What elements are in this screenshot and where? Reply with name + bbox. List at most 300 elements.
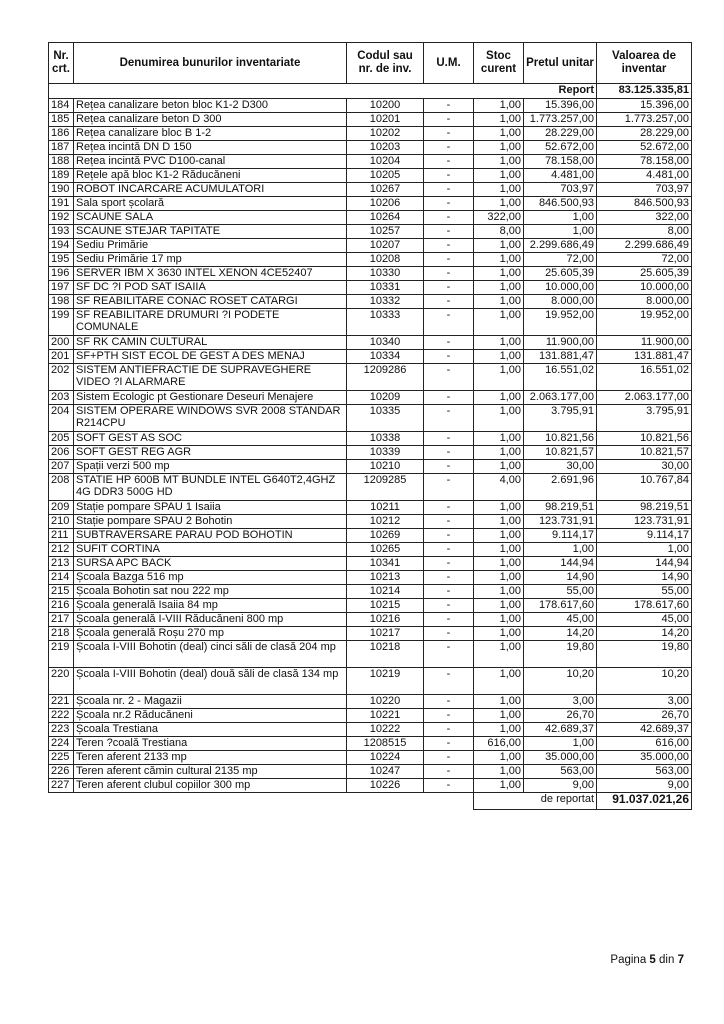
inventory-value: 10.821,56 <box>597 432 692 446</box>
unit-of-measure: - <box>424 155 474 169</box>
item-name: Stație pompare SPAU 2 Bohotin <box>74 515 347 529</box>
inventory-code: 10265 <box>347 543 424 557</box>
stock-quantity: 1,00 <box>474 253 524 267</box>
inventory-code: 10216 <box>347 613 424 627</box>
unit-of-measure: - <box>424 432 474 446</box>
page-prefix: Pagina <box>610 954 647 966</box>
unit-price: 72,00 <box>524 253 597 267</box>
table-row <box>49 543 692 557</box>
table-row <box>49 599 692 613</box>
stock-quantity: 1,00 <box>474 501 524 515</box>
stock-quantity: 8,00 <box>474 225 524 239</box>
row-nr: 187 <box>49 141 74 155</box>
carry-forward-label: de reportat <box>474 793 597 810</box>
inventory-code: 10208 <box>347 253 424 267</box>
row-nr: 199 <box>49 309 74 336</box>
stock-quantity: 1,00 <box>474 543 524 557</box>
inventory-value: 19,80 <box>597 641 692 668</box>
unit-price: 10.821,57 <box>524 446 597 460</box>
unit-price: 703,97 <box>524 183 597 197</box>
item-name: Teren aferent cămin cultural 2135 mp <box>74 765 347 779</box>
table-row <box>49 613 692 627</box>
row-nr: 193 <box>49 225 74 239</box>
item-name: SOFT GEST REG AGR <box>74 446 347 460</box>
unit-of-measure: - <box>424 599 474 613</box>
table-row <box>49 627 692 641</box>
inventory-value: 9,00 <box>597 779 692 793</box>
unit-price: 19.952,00 <box>524 309 597 336</box>
inventory-code: 10207 <box>347 239 424 253</box>
unit-of-measure: - <box>424 585 474 599</box>
inventory-value: 52.672,00 <box>597 141 692 155</box>
item-name: SUFIT CORTINA <box>74 543 347 557</box>
stock-quantity: 1,00 <box>474 350 524 364</box>
unit-price: 9,00 <box>524 779 597 793</box>
inventory-code: 10206 <box>347 197 424 211</box>
inventory-code: 10218 <box>347 641 424 668</box>
item-name: Rețea incintă PVC D100-canal <box>74 155 347 169</box>
row-nr: 217 <box>49 613 74 627</box>
unit-of-measure: - <box>424 695 474 709</box>
row-nr: 210 <box>49 515 74 529</box>
inventory-code: 10224 <box>347 751 424 765</box>
item-name: Școala nr.2 Răducăneni <box>74 709 347 723</box>
unit-of-measure: - <box>424 529 474 543</box>
page-number <box>610 954 684 966</box>
item-name: SERVER IBM X 3630 INTEL XENON 4CE52407 <box>74 267 347 281</box>
inventory-code: 10217 <box>347 627 424 641</box>
row-nr: 211 <box>49 529 74 543</box>
carry-forward-value: 91.037.021,26 <box>597 793 692 810</box>
inventory-code: 10330 <box>347 267 424 281</box>
unit-price: 26,70 <box>524 709 597 723</box>
table-row <box>49 668 692 695</box>
unit-of-measure: - <box>424 364 474 391</box>
item-name: Școala generală Roșu 270 mp <box>74 627 347 641</box>
inventory-code: 10269 <box>347 529 424 543</box>
item-name: Teren ?coală Trestiana <box>74 737 347 751</box>
stock-quantity: 1,00 <box>474 668 524 695</box>
table-row <box>49 695 692 709</box>
stock-quantity: 1,00 <box>474 239 524 253</box>
row-nr: 220 <box>49 668 74 695</box>
row-nr: 206 <box>49 446 74 460</box>
header-code: Codul sau nr. de inv. <box>347 43 424 84</box>
table-row <box>49 295 692 309</box>
unit-of-measure: - <box>424 211 474 225</box>
item-name: SF REABILITARE DRUMURI ?I PODETE COMUNALE <box>74 309 347 336</box>
item-name: SUBTRAVERSARE PARAU POD BOHOTIN <box>74 529 347 543</box>
item-name: Rețele apă bloc K1-2 Răducăneni <box>74 169 347 183</box>
table-row <box>49 557 692 571</box>
table-row <box>49 336 692 350</box>
row-nr: 189 <box>49 169 74 183</box>
table-row <box>49 391 692 405</box>
stock-quantity: 1,00 <box>474 169 524 183</box>
item-name: Școala I-VIII Bohotin (deal) două săli de clasă 134 mp <box>74 668 347 695</box>
item-name: Școala I-VIII Bohotin (deal) cinci săli de clasă 204 mp <box>74 641 347 668</box>
inventory-code: 10215 <box>347 599 424 613</box>
item-name: SF REABILITARE CONAC ROSET CATARGI <box>74 295 347 309</box>
inventory-code: 10212 <box>347 515 424 529</box>
unit-of-measure: - <box>424 709 474 723</box>
table-row <box>49 723 692 737</box>
table-body <box>49 84 692 793</box>
stock-quantity: 1,00 <box>474 515 524 529</box>
unit-price: 16.551,02 <box>524 364 597 391</box>
unit-price: 563,00 <box>524 765 597 779</box>
row-nr: 209 <box>49 501 74 515</box>
unit-of-measure: - <box>424 183 474 197</box>
inventory-value: 131.881,47 <box>597 350 692 364</box>
inventory-value: 322,00 <box>597 211 692 225</box>
table-row <box>49 309 692 336</box>
inventory-code: 10247 <box>347 765 424 779</box>
stock-quantity: 1,00 <box>474 405 524 432</box>
table-row <box>49 501 692 515</box>
row-nr: 192 <box>49 211 74 225</box>
inventory-value: 144,94 <box>597 557 692 571</box>
unit-of-measure: - <box>424 391 474 405</box>
unit-of-measure: - <box>424 405 474 432</box>
unit-of-measure: - <box>424 446 474 460</box>
table-row <box>49 225 692 239</box>
row-nr: 214 <box>49 571 74 585</box>
stock-quantity: 322,00 <box>474 211 524 225</box>
unit-price: 3,00 <box>524 695 597 709</box>
inventory-value: 10.767,84 <box>597 474 692 501</box>
unit-of-measure: - <box>424 668 474 695</box>
inventory-value: 16.551,02 <box>597 364 692 391</box>
stock-quantity: 1,00 <box>474 281 524 295</box>
inventory-value: 2.299.686,49 <box>597 239 692 253</box>
inventory-code: 10335 <box>347 405 424 432</box>
row-nr: 186 <box>49 127 74 141</box>
inventory-value: 78.158,00 <box>597 155 692 169</box>
row-nr: 194 <box>49 239 74 253</box>
item-name: SISTEM OPERARE WINDOWS SVR 2008 STANDAR R214CPU <box>74 405 347 432</box>
unit-of-measure: - <box>424 350 474 364</box>
inventory-value: 14,90 <box>597 571 692 585</box>
unit-price: 144,94 <box>524 557 597 571</box>
row-nr: 208 <box>49 474 74 501</box>
page-separator: din <box>659 954 675 966</box>
unit-price: 10.000,00 <box>524 281 597 295</box>
stock-quantity: 1,00 <box>474 295 524 309</box>
row-nr: 197 <box>49 281 74 295</box>
stock-quantity: 1,00 <box>474 391 524 405</box>
unit-of-measure: - <box>424 751 474 765</box>
table-row <box>49 183 692 197</box>
table-row <box>49 99 692 113</box>
inventory-table <box>48 42 692 810</box>
unit-price: 1.773.257,00 <box>524 113 597 127</box>
inventory-code: 10331 <box>347 281 424 295</box>
item-name: SF+PTH SIST ECOL DE GEST A DES MENAJ <box>74 350 347 364</box>
inventory-code: 10332 <box>347 295 424 309</box>
table-row <box>49 460 692 474</box>
inventory-value: 19.952,00 <box>597 309 692 336</box>
table-row <box>49 141 692 155</box>
item-name: Școala Trestiana <box>74 723 347 737</box>
row-nr: 202 <box>49 364 74 391</box>
inventory-code: 10201 <box>347 113 424 127</box>
unit-of-measure: - <box>424 169 474 183</box>
item-name: Sediu Primărie <box>74 239 347 253</box>
header-stock: Stoc curent <box>474 43 524 84</box>
table-header-row <box>49 43 692 84</box>
item-name: Rețea canalizare bloc B 1-2 <box>74 127 347 141</box>
row-nr: 216 <box>49 599 74 613</box>
unit-price: 15.396,00 <box>524 99 597 113</box>
inventory-value: 10.000,00 <box>597 281 692 295</box>
item-name: SCAUNE SALA <box>74 211 347 225</box>
item-name: SF RK CAMIN CULTURAL <box>74 336 347 350</box>
page-current: 5 <box>649 954 656 966</box>
unit-of-measure: - <box>424 501 474 515</box>
stock-quantity: 1,00 <box>474 529 524 543</box>
unit-price: 4.481,00 <box>524 169 597 183</box>
unit-of-measure: - <box>424 627 474 641</box>
stock-quantity: 1,00 <box>474 197 524 211</box>
table-row <box>49 571 692 585</box>
item-name: Stație pompare SPAU 1 Isaiia <box>74 501 347 515</box>
inventory-value: 563,00 <box>597 765 692 779</box>
inventory-code: 10257 <box>347 225 424 239</box>
unit-price: 98.219,51 <box>524 501 597 515</box>
unit-of-measure: - <box>424 557 474 571</box>
table-row <box>49 405 692 432</box>
inventory-code: 10222 <box>347 723 424 737</box>
unit-price: 1,00 <box>524 737 597 751</box>
inventory-value: 2.063.177,00 <box>597 391 692 405</box>
header-value: Valoarea de inventar <box>597 43 692 84</box>
row-nr: 207 <box>49 460 74 474</box>
header-um: U.M. <box>424 43 474 84</box>
inventory-code: 10214 <box>347 585 424 599</box>
inventory-code: 10209 <box>347 391 424 405</box>
unit-price: 1,00 <box>524 211 597 225</box>
table-row <box>49 239 692 253</box>
row-nr: 226 <box>49 765 74 779</box>
stock-quantity: 1,00 <box>474 267 524 281</box>
table-row <box>49 281 692 295</box>
stock-quantity: 1,00 <box>474 183 524 197</box>
item-name: Sediu Primărie 17 mp <box>74 253 347 267</box>
inventory-value: 1,00 <box>597 543 692 557</box>
row-nr: 204 <box>49 405 74 432</box>
inventory-value: 3,00 <box>597 695 692 709</box>
inventory-code: 10340 <box>347 336 424 350</box>
inventory-value: 15.396,00 <box>597 99 692 113</box>
inventory-value: 846.500,93 <box>597 197 692 211</box>
inventory-value: 25.605,39 <box>597 267 692 281</box>
unit-price: 28.229,00 <box>524 127 597 141</box>
inventory-value: 4.481,00 <box>597 169 692 183</box>
item-name: Sistem Ecologic pt Gestionare Deseuri Menajere <box>74 391 347 405</box>
unit-of-measure: - <box>424 295 474 309</box>
unit-price: 2.691,96 <box>524 474 597 501</box>
report-value: 83.125.335,81 <box>597 84 692 99</box>
inventory-code: 1209285 <box>347 474 424 501</box>
row-nr: 215 <box>49 585 74 599</box>
stock-quantity: 1,00 <box>474 364 524 391</box>
item-name: Rețea canalizare beton D 300 <box>74 113 347 127</box>
stock-quantity: 1,00 <box>474 432 524 446</box>
row-nr: 200 <box>49 336 74 350</box>
unit-price: 123.731,91 <box>524 515 597 529</box>
table-row <box>49 529 692 543</box>
row-nr: 190 <box>49 183 74 197</box>
inventory-value: 35.000,00 <box>597 751 692 765</box>
inventory-code: 10339 <box>347 446 424 460</box>
unit-price: 8.000,00 <box>524 295 597 309</box>
unit-price: 2.299.686,49 <box>524 239 597 253</box>
stock-quantity: 1,00 <box>474 141 524 155</box>
stock-quantity: 1,00 <box>474 641 524 668</box>
inventory-code: 10341 <box>347 557 424 571</box>
inventory-code: 1208515 <box>347 737 424 751</box>
stock-quantity: 1,00 <box>474 723 524 737</box>
unit-price: 25.605,39 <box>524 267 597 281</box>
inventory-code: 10226 <box>347 779 424 793</box>
inventory-code: 10219 <box>347 668 424 695</box>
table-row <box>49 641 692 668</box>
stock-quantity: 1,00 <box>474 613 524 627</box>
stock-quantity: 616,00 <box>474 737 524 751</box>
row-nr: 188 <box>49 155 74 169</box>
stock-quantity: 1,00 <box>474 779 524 793</box>
unit-price: 10.821,56 <box>524 432 597 446</box>
inventory-code: 10333 <box>347 309 424 336</box>
row-nr: 203 <box>49 391 74 405</box>
item-name: Școala generală Isaiia 84 mp <box>74 599 347 613</box>
unit-price: 52.672,00 <box>524 141 597 155</box>
item-name: SCAUNE STEJAR TAPITATE <box>74 225 347 239</box>
stock-quantity: 1,00 <box>474 99 524 113</box>
unit-of-measure: - <box>424 281 474 295</box>
unit-of-measure: - <box>424 543 474 557</box>
stock-quantity: 4,00 <box>474 474 524 501</box>
unit-of-measure: - <box>424 99 474 113</box>
unit-price: 1,00 <box>524 225 597 239</box>
inventory-value: 30,00 <box>597 460 692 474</box>
inventory-code: 10211 <box>347 501 424 515</box>
table-row <box>49 446 692 460</box>
stock-quantity: 1,00 <box>474 585 524 599</box>
inventory-code: 10220 <box>347 695 424 709</box>
row-nr: 218 <box>49 627 74 641</box>
table-row <box>49 364 692 391</box>
unit-price: 14,20 <box>524 627 597 641</box>
inventory-value: 8.000,00 <box>597 295 692 309</box>
row-nr: 227 <box>49 779 74 793</box>
row-nr: 212 <box>49 543 74 557</box>
row-nr: 224 <box>49 737 74 751</box>
item-name: SF DC ?I POD SAT ISAIIA <box>74 281 347 295</box>
report-label: Report <box>49 84 597 99</box>
row-nr: 191 <box>49 197 74 211</box>
unit-price: 2.063.177,00 <box>524 391 597 405</box>
unit-price: 78.158,00 <box>524 155 597 169</box>
inventory-code: 10203 <box>347 141 424 155</box>
inventory-value: 3.795,91 <box>597 405 692 432</box>
stock-quantity: 1,00 <box>474 709 524 723</box>
table-row <box>49 127 692 141</box>
row-nr: 195 <box>49 253 74 267</box>
unit-of-measure: - <box>424 141 474 155</box>
stock-quantity: 1,00 <box>474 765 524 779</box>
unit-of-measure: - <box>424 765 474 779</box>
item-name: Școala generală I-VIII Răducăneni 800 mp <box>74 613 347 627</box>
inventory-value: 28.229,00 <box>597 127 692 141</box>
stock-quantity: 1,00 <box>474 155 524 169</box>
row-nr: 223 <box>49 723 74 737</box>
row-nr: 184 <box>49 99 74 113</box>
inventory-value: 9.114,17 <box>597 529 692 543</box>
unit-of-measure: - <box>424 723 474 737</box>
unit-price: 35.000,00 <box>524 751 597 765</box>
item-name: SURSA APC BACK <box>74 557 347 571</box>
table-row <box>49 709 692 723</box>
inventory-value: 42.689,37 <box>597 723 692 737</box>
item-name: Școala nr. 2 - Magazii <box>74 695 347 709</box>
unit-price: 19,80 <box>524 641 597 668</box>
unit-price: 131.881,47 <box>524 350 597 364</box>
unit-of-measure: - <box>424 225 474 239</box>
unit-of-measure: - <box>424 309 474 336</box>
item-name: Școala Bazga 516 mp <box>74 571 347 585</box>
inventory-code: 10205 <box>347 169 424 183</box>
inventory-value: 26,70 <box>597 709 692 723</box>
inventory-value: 45,00 <box>597 613 692 627</box>
table-row <box>49 169 692 183</box>
unit-of-measure: - <box>424 239 474 253</box>
table-row <box>49 211 692 225</box>
table-row <box>49 113 692 127</box>
table-row <box>49 253 692 267</box>
inventory-code: 10210 <box>347 460 424 474</box>
item-name: ROBOT INCARCARE ACUMULATORI <box>74 183 347 197</box>
unit-of-measure: - <box>424 253 474 267</box>
inventory-code: 10334 <box>347 350 424 364</box>
inventory-code: 10264 <box>347 211 424 225</box>
unit-price: 30,00 <box>524 460 597 474</box>
inventory-code: 10204 <box>347 155 424 169</box>
row-nr: 201 <box>49 350 74 364</box>
inventory-code: 10267 <box>347 183 424 197</box>
inventory-value: 72,00 <box>597 253 692 267</box>
item-name: Teren aferent 2133 mp <box>74 751 347 765</box>
item-name: SOFT GEST AS SOC <box>74 432 347 446</box>
inventory-value: 123.731,91 <box>597 515 692 529</box>
row-nr: 205 <box>49 432 74 446</box>
unit-of-measure: - <box>424 127 474 141</box>
stock-quantity: 1,00 <box>474 446 524 460</box>
row-nr: 219 <box>49 641 74 668</box>
table-row <box>49 350 692 364</box>
unit-price: 178.617,60 <box>524 599 597 613</box>
inventory-value: 703,97 <box>597 183 692 197</box>
inventory-code: 1209286 <box>347 364 424 391</box>
stock-quantity: 1,00 <box>474 309 524 336</box>
unit-price: 42.689,37 <box>524 723 597 737</box>
header-nr: Nr. crt. <box>49 43 74 84</box>
stock-quantity: 1,00 <box>474 599 524 613</box>
header-name: Denumirea bunurilor inventariate <box>74 43 347 84</box>
row-nr: 225 <box>49 751 74 765</box>
stock-quantity: 1,00 <box>474 571 524 585</box>
